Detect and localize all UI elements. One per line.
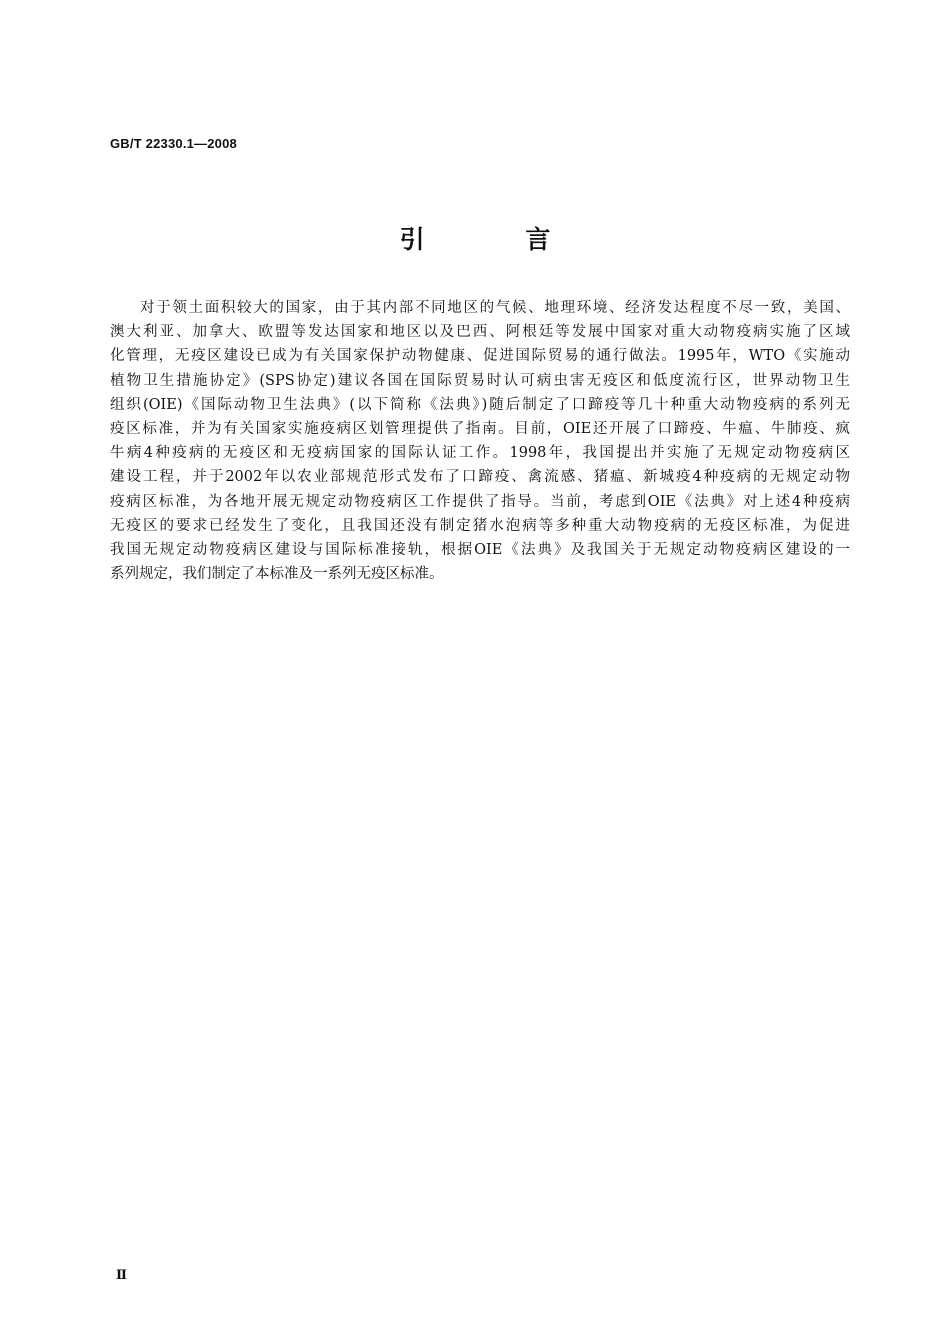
paragraph-line: 系列规定，我们制定了本标准及一系列无疫区标准。 xyxy=(110,566,444,583)
paragraph-line: 建设工程，并于2002年以农业部规范形式发布了口蹄疫、禽流感、猪瘟、新城疫4种疫病的无规定动物 xyxy=(110,469,850,486)
paragraph-line: 植物卫生措施协定》(SPS协定)建议各国在国际贸易时认可病虫害无疫区和低度流行区，世界动物卫生 xyxy=(110,372,850,389)
paragraph-line: 我国无规定动物疫病区建设与国际标准接轨，根据OIE《法典》及我国关于无规定动物疫病区建设的一 xyxy=(110,541,850,558)
paragraph-line: 疫病区标准，为各地开展无规定动物疫病区工作提供了指导。当前，考虑到OIE《法典》对上述4种疫病 xyxy=(110,493,850,510)
page-title: 引 言 xyxy=(399,225,597,254)
paragraph-line: 对于领土面积较大的国家，由于其内部不同地区的气候、地理环境、经济发达程度不尽一致，美国、 xyxy=(140,300,850,316)
paragraph-line: 无疫区的要求已经发生了变化，且我国还没有制定猪水泡病等多种重大动物疫病的无疫区标准，为促进 xyxy=(110,517,850,534)
standard-code: GB/T 22330.1—2008 xyxy=(110,136,237,151)
paragraph-line: 组织(OIE)《国际动物卫生法典》(以下简称《法典》)随后制定了口蹄疫等几十种重大动物疫病的系列无 xyxy=(110,396,850,413)
paragraph-line: 化管理，无疫区建设已成为有关国家保护动物健康、促进国际贸易的通行做法。1995年，WTO《实施动 xyxy=(110,348,850,365)
paragraph-line: 疫区标准，并为有关国家实施疫病区划管理提供了指南。目前，OIE还开展了口蹄疫、牛瘟、牛肺疫、疯 xyxy=(110,420,850,437)
page-number: Ⅱ xyxy=(116,1268,127,1283)
intro-paragraph xyxy=(110,296,850,586)
paragraph-line: 澳大利亚、加拿大、欧盟等发达国家和地区以及巴西、阿根廷等发展中国家对重大动物疫病实施了区域 xyxy=(110,324,850,341)
paragraph-line: 牛病4种疫病的无疫区和无疫病国家的国际认证工作。1998年，我国提出并实施了无规定动物疫病区 xyxy=(110,445,850,462)
